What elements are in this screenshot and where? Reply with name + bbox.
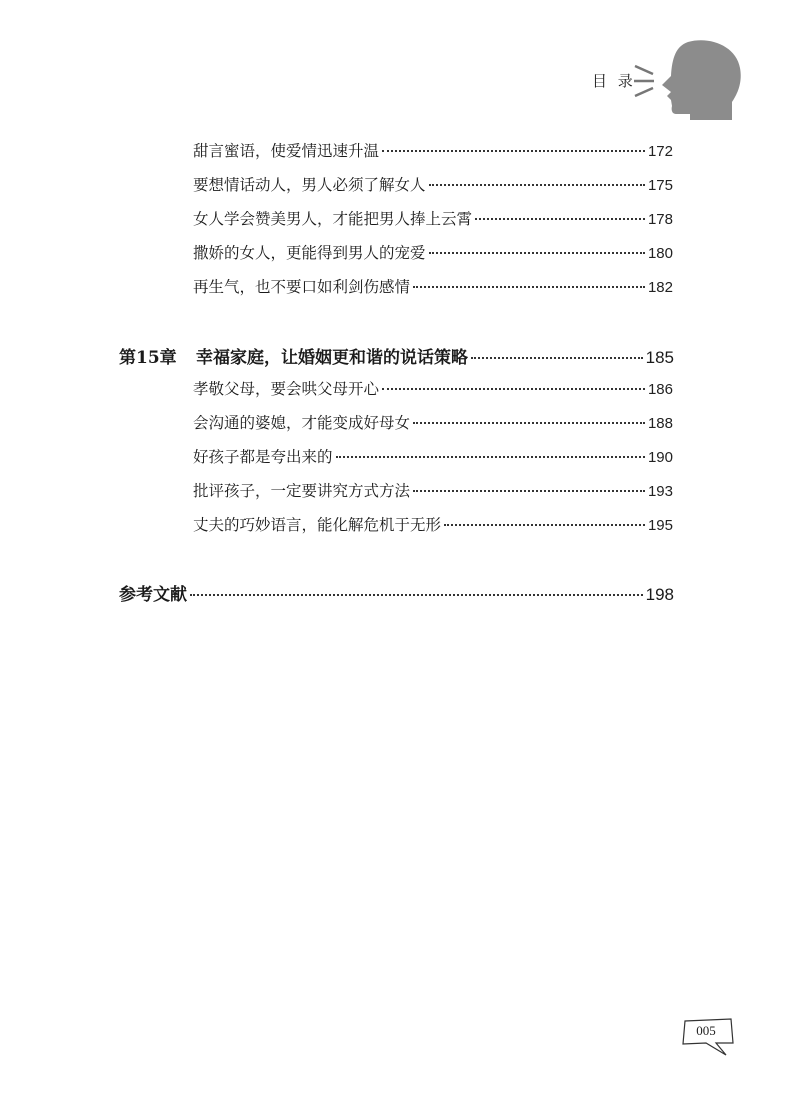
toc-entry-page: 186 — [647, 381, 673, 398]
toc-entry[interactable] — [193, 241, 673, 263]
toc-entry-page: 193 — [647, 483, 673, 500]
header-label: 目 录 — [592, 72, 636, 90]
toc-entry[interactable] — [193, 411, 673, 433]
toc-entry-page: 190 — [647, 449, 673, 466]
toc-entry[interactable] — [193, 173, 673, 195]
speaking-head-icon — [632, 40, 752, 120]
chapter-entry[interactable] — [119, 343, 674, 368]
toc-entry-page: 188 — [647, 415, 673, 432]
chapter-title: 幸福家庭，让婚姻更和谐的说话策略 — [196, 348, 468, 368]
toc-entry-page: 195 — [647, 517, 673, 534]
toc-entry-page: 172 — [647, 143, 673, 160]
dot-leader — [471, 357, 643, 359]
page-number-badge — [680, 1018, 736, 1058]
toc-entry[interactable] — [193, 207, 673, 229]
toc-entry-title: 要想情话动人，男人必须了解女人 — [193, 176, 426, 194]
toc-entry-title: 批评孩子，一定要讲究方式方法 — [193, 482, 411, 500]
dot-leader — [382, 388, 645, 390]
dot-leader — [413, 490, 645, 492]
toc-entry-title: 好孩子都是夸出来的 — [193, 448, 333, 466]
toc-entry-title: 再生气，也不要口如利剑伤感情 — [193, 278, 411, 296]
dot-leader — [413, 422, 645, 424]
dot-leader — [190, 594, 643, 596]
chapter-number: 第15章 — [119, 348, 177, 368]
toc-entry-title: 丈夫的巧妙语言，能化解危机于无形 — [193, 516, 442, 534]
dot-leader — [382, 150, 645, 152]
dot-leader — [444, 524, 645, 526]
toc-entry[interactable] — [193, 513, 673, 535]
toc-entry-page: 180 — [647, 245, 673, 262]
toc-entry-title: 甜言蜜语，使爱情迅速升温 — [193, 142, 380, 160]
toc-entry-page: 178 — [647, 211, 673, 228]
toc-entry-page: 182 — [647, 279, 673, 296]
dot-leader — [429, 252, 645, 254]
page-header — [592, 40, 752, 120]
toc-entry[interactable] — [193, 445, 673, 467]
dot-leader — [429, 184, 645, 186]
dot-leader — [413, 286, 645, 288]
chapter-heading — [119, 343, 468, 368]
toc-entry[interactable] — [193, 275, 673, 297]
toc-entry[interactable] — [193, 377, 673, 399]
toc-entry-title: 撒娇的女人，更能得到男人的宠爱 — [193, 244, 426, 262]
toc-entry-title: 会沟通的婆媳，才能变成好母女 — [193, 414, 411, 432]
references-title: 参考文献 — [119, 585, 187, 605]
toc-entry-title: 孝敬父母，要会哄父母开心 — [193, 380, 380, 398]
dot-leader — [475, 218, 645, 220]
page-number: 005 — [696, 1023, 716, 1038]
chapter-page: 185 — [645, 348, 674, 367]
toc-entry[interactable] — [193, 479, 673, 501]
references-entry[interactable] — [119, 580, 674, 605]
dot-leader — [336, 456, 645, 458]
toc-entry-title: 女人学会赞美男人，才能把男人捧上云霄 — [193, 210, 473, 228]
references-page: 198 — [645, 585, 674, 604]
toc-entry[interactable] — [193, 139, 673, 161]
toc-entry-page: 175 — [647, 177, 673, 194]
